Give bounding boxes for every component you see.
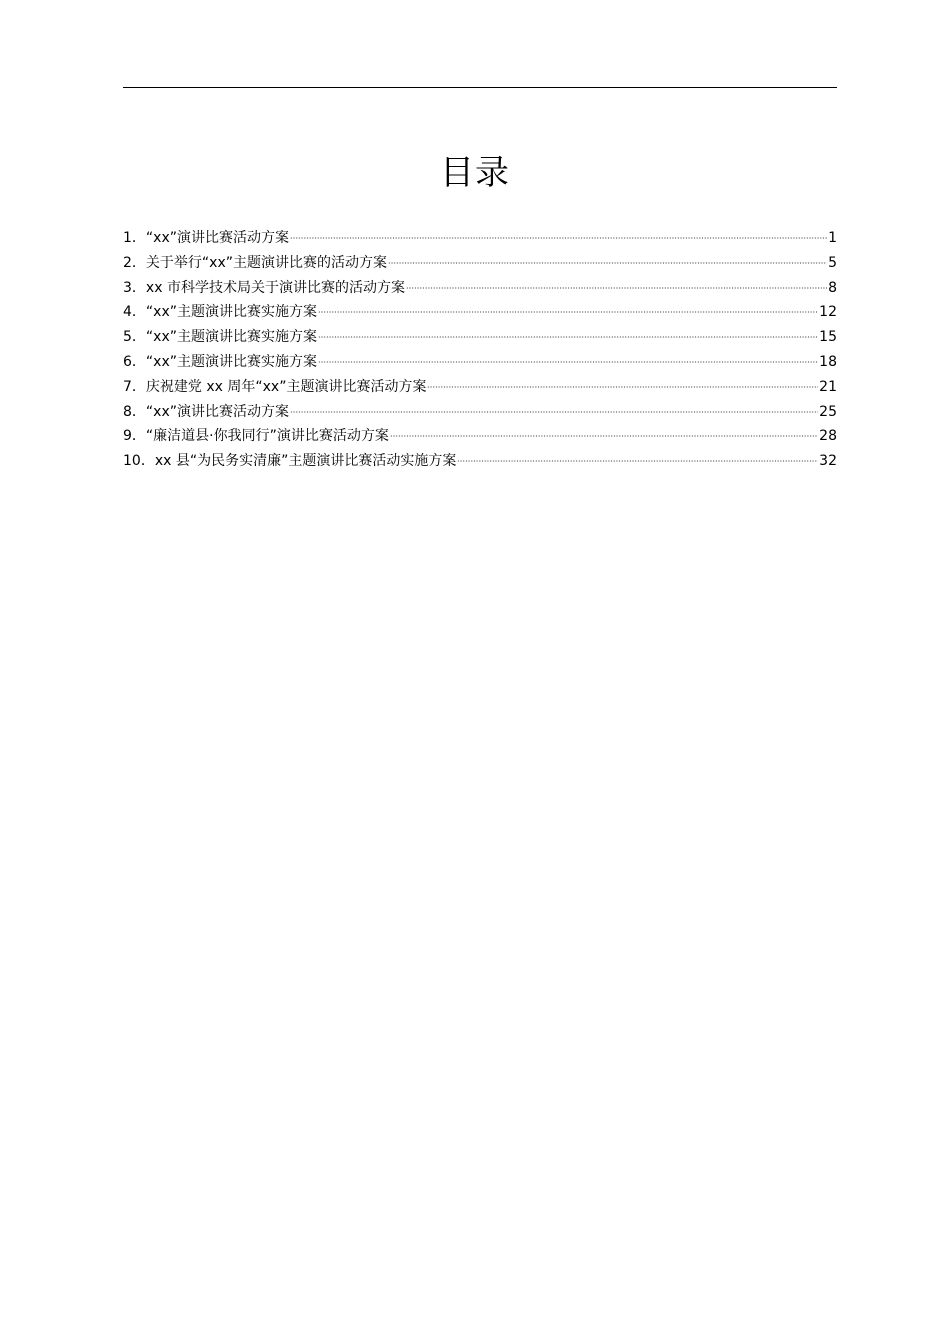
toc-entry[interactable]: [123, 424, 837, 449]
toc-entry-title: 庆祝建党 xx 周年“xx”主题演讲比赛活动方案: [145, 378, 427, 395]
toc-entry-title: xx 市科学技术局关于演讲比赛的活动方案: [145, 279, 405, 296]
toc-entry-number: 5．: [123, 329, 146, 346]
toc-entry-page: 32: [819, 453, 837, 470]
toc-entry[interactable]: [123, 449, 837, 474]
toc-entry[interactable]: [123, 375, 837, 400]
toc-dot-leader: [318, 311, 818, 313]
toc-entry-title: “xx”演讲比赛活动方案: [145, 230, 289, 246]
toc-entry-number: 9．: [123, 428, 146, 445]
toc-dot-leader: [290, 411, 818, 413]
toc-entry-page: 8: [828, 279, 837, 296]
toc-dot-leader: [318, 336, 818, 338]
toc-entry[interactable]: [123, 400, 837, 425]
toc-dot-leader: [457, 460, 818, 462]
toc-entry-title: xx 县“为民务实清廉”主题演讲比赛活动实施方案: [154, 453, 457, 470]
toc-dot-leader: [290, 237, 827, 239]
toc-entry[interactable]: [123, 226, 837, 251]
toc-entry-page: 25: [819, 403, 837, 420]
toc-dot-leader: [318, 361, 818, 363]
toc-entry-page: 15: [819, 329, 837, 346]
toc-entry-title: “xx”主题演讲比赛实施方案: [145, 304, 317, 321]
table-of-contents: [123, 226, 837, 474]
toc-entry-page: 12: [819, 304, 837, 321]
toc-dot-leader: [427, 386, 818, 388]
toc-dot-leader: [390, 435, 818, 437]
toc-entry-title: “xx”演讲比赛活动方案: [145, 403, 289, 420]
toc-entry-number: 4．: [123, 304, 146, 321]
toc-entry-title: “xx”主题演讲比赛实施方案: [145, 329, 317, 346]
toc-dot-leader: [388, 262, 827, 264]
toc-entry-number: 7．: [123, 378, 146, 395]
toc-entry[interactable]: [123, 251, 837, 276]
toc-dot-leader: [406, 287, 827, 289]
toc-entry[interactable]: [123, 300, 837, 325]
toc-entry-page: 21: [819, 378, 837, 395]
toc-entry-page: 28: [819, 428, 837, 445]
toc-entry[interactable]: [123, 276, 837, 301]
toc-entry-number: 2．: [123, 254, 146, 271]
toc-entry-number: 6．: [123, 353, 146, 370]
toc-entry[interactable]: [123, 325, 837, 350]
header-rule: [123, 87, 837, 88]
toc-entry-number: 1．: [123, 230, 146, 246]
toc-entry-number: 8．: [123, 403, 146, 420]
toc-entry-title: “xx”主题演讲比赛实施方案: [145, 353, 317, 370]
toc-entry[interactable]: [123, 350, 837, 375]
toc-entry-page: 1: [828, 230, 837, 246]
toc-title: 目录: [440, 153, 510, 193]
toc-entry-page: 18: [819, 353, 837, 370]
toc-entry-title: 关于举行“xx”主题演讲比赛的活动方案: [145, 254, 387, 271]
toc-entry-page: 5: [828, 254, 837, 271]
toc-entry-number: 3．: [123, 279, 146, 296]
toc-entry-number: 10．: [123, 453, 155, 470]
toc-entry-title: “廉洁道县·你我同行”演讲比赛活动方案: [145, 428, 389, 445]
